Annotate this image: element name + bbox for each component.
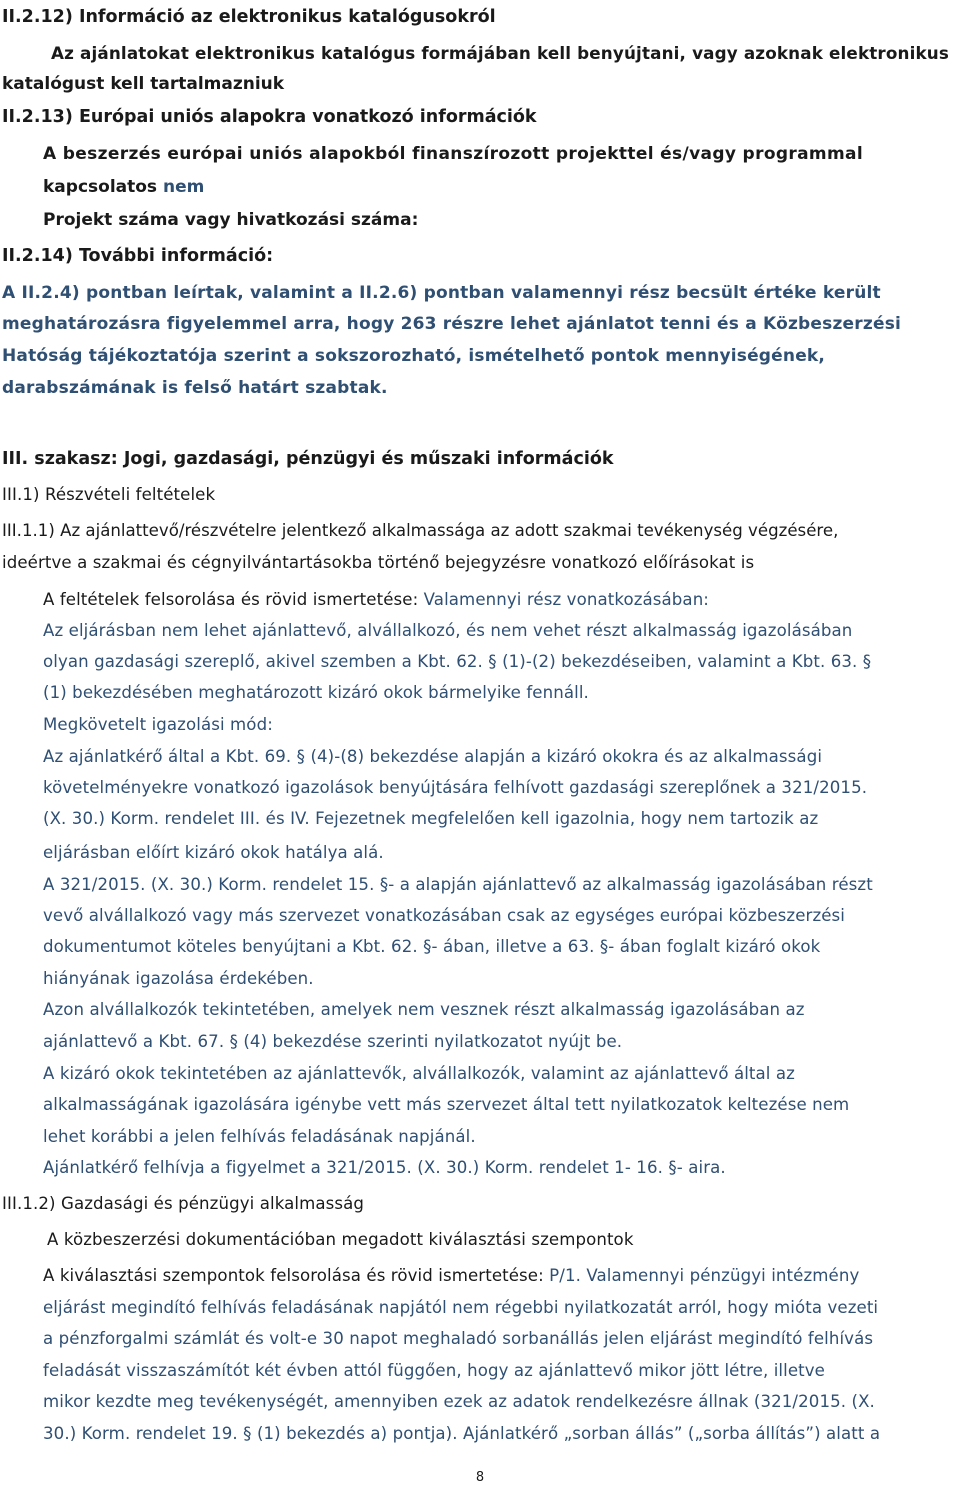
paragraph-line: vevő alvállalkozó vagy más szervezet vonatkozásában csak az egységes európai közbeszerzési xyxy=(43,906,846,925)
section-title-ii-2-12: II.2.12) Információ az elektronikus katalógusokról xyxy=(2,7,496,27)
paragraph-line: III.1.1) Az ajánlattevő/részvételre jelentkező alkalmassága az adott szakmai tevékenység végzésére, xyxy=(2,521,839,540)
paragraph-line: feladását visszaszámítót két évben attól függően, hogy az ajánlattevő mikor jött létre, illetve xyxy=(43,1361,825,1380)
section-title-ii-2-14: II.2.14) További információ: xyxy=(2,246,274,266)
paragraph-line: dokumentumot köteles benyújtani a Kbt. 62. §- ában, illetve a 63. §- ában foglalt kizáró okok xyxy=(43,937,821,956)
paragraph-line: ideértve a szakmai és cégnyilvántartásokba történő bejegyzésre vonatkozó előírásokat is xyxy=(2,553,755,572)
paragraph-line: Az ajánlatkérő által a Kbt. 69. § (4)-(8) bekezdése alapján a kizáró okokra és az alkalmassági xyxy=(43,747,823,766)
paragraph-line: A 321/2015. (X. 30.) Korm. rendelet 15. §- a alapján ajánlattevő az alkalmasság igazolásában részt xyxy=(43,875,873,894)
paragraph-line: Azon alvállalkozók tekintetében, amelyek nem vesznek részt alkalmasság igazolásában az xyxy=(43,1000,805,1019)
paragraph-line: A közbeszerzési dokumentációban megadott kiválasztási szempontok xyxy=(47,1230,634,1249)
field-label: A feltételek felsorolása és rövid ismertetése: xyxy=(43,590,424,609)
field-value: P/1. Valamennyi pénzügyi intézmény xyxy=(549,1266,860,1285)
paragraph-line: lehet korábbi a jelen felhívás feladásának napjánál. xyxy=(43,1127,476,1146)
paragraph-line: Az ajánlatokat elektronikus katalógus formájában kell benyújtani, vagy azoknak elektronikus xyxy=(51,43,949,63)
paragraph-line: A kizáró okok tekintetében az ajánlattevők, alvállalkozók, valamint az ajánlattevő által az xyxy=(43,1064,795,1083)
paragraph-line xyxy=(43,589,709,611)
paragraph-line: Ajánlatkérő felhívja a figyelmet a 321/2015. (X. 30.) Korm. rendelet 1- 16. §- aira. xyxy=(43,1158,726,1177)
paragraph-line: olyan gazdasági szereplő, akivel szemben a Kbt. 62. § (1)-(2) bekezdéseiben, valamint a Kbt. 63. § xyxy=(43,652,872,671)
paragraph-line: Megkövetelt igazolási mód: xyxy=(43,715,273,734)
paragraph-line: (X. 30.) Korm. rendelet III. és IV. Fejezetnek megfelelően kell igazolnia, hogy nem tartozik az xyxy=(43,809,819,828)
paragraph-line: Az eljárásban nem lehet ajánlattevő, alvállalkozó, és nem vehet részt alkalmasság igazolásában xyxy=(43,621,853,640)
paragraph-line: alkalmasságának igazolására igénybe vett más szervezet által tett nyilatkozatok keltezése nem xyxy=(43,1095,850,1114)
paragraph-line: ajánlattevő a Kbt. 67. § (4) bekezdése szerinti nyilatkozatot nyújt be. xyxy=(43,1032,623,1051)
section-title-iii: III. szakasz: Jogi, gazdasági, pénzügyi és műszaki információk xyxy=(2,449,614,469)
paragraph-line: mikor kezdte meg tevékenységét, amennyiben ezek az adatok rendelkezésre állnak (321/2015. (X. xyxy=(43,1392,875,1411)
section-title-iii-1: III.1) Részvételi feltételek xyxy=(2,485,216,504)
paragraph-line: hiányának igazolása érdekében. xyxy=(43,969,314,988)
paragraph-line: Hatóság tájékoztatója szerint a sokszorozható, ismételhető pontok mennyiségének, xyxy=(2,346,826,366)
paragraph-line xyxy=(43,176,204,198)
page-number: 8 xyxy=(475,1470,485,1485)
paragraph-line: darabszámának is felső határt szabtak. xyxy=(2,378,388,398)
paragraph-line: Projekt száma vagy hivatkozási száma: xyxy=(43,210,419,230)
paragraph-line: meghatározásra figyelemmel arra, hogy 263 részre lehet ajánlatot tenni és a Közbeszerzési xyxy=(2,314,902,334)
paragraph-line: követelményekre vonatkozó igazolások benyújtására felhívott gazdasági szereplőnek a 321/2015. xyxy=(43,778,868,797)
paragraph-line xyxy=(43,1265,859,1287)
paragraph-line: a pénzforgalmi számlát és volt-e 30 napot meghaladó sorbanállás jelen eljárást megindító felhívás xyxy=(43,1329,874,1348)
paragraph-line: (1) bekezdésében meghatározott kizáró okok bármelyike fennáll. xyxy=(43,683,589,702)
paragraph-line: katalógust kell tartalmazniuk xyxy=(2,74,285,94)
paragraph-line: eljárást megindító felhívás feladásának napjától nem régebbi nyilatkozatát arról, hogy mióta vezeti xyxy=(43,1298,879,1317)
section-title-ii-2-13: II.2.13) Európai uniós alapokra vonatkozó információk xyxy=(2,107,537,127)
field-label: kapcsolatos xyxy=(43,177,163,197)
paragraph-line: 30.) Korm. rendelet 19. § (1) bekezdés a) pontja). Ajánlatkérő „sorban állás” („sorba állítás”) alatt a xyxy=(43,1424,881,1443)
section-title-iii-1-2: III.1.2) Gazdasági és pénzügyi alkalmasság xyxy=(2,1194,365,1213)
paragraph-line: eljárásban előírt kizáró okok hatálya alá. xyxy=(43,843,384,862)
field-value: Valamennyi rész vonatkozásában: xyxy=(423,590,709,609)
field-value: nem xyxy=(162,177,205,197)
paragraph-line: A beszerzés európai uniós alapokból finanszírozott projekttel és/vagy programmal xyxy=(43,144,864,164)
paragraph-line: A II.2.4) pontban leírtak, valamint a II.2.6) pontban valamennyi rész becsült értéke került xyxy=(2,283,881,303)
field-label: A kiválasztási szempontok felsorolása és rövid ismertetése: xyxy=(43,1266,550,1285)
